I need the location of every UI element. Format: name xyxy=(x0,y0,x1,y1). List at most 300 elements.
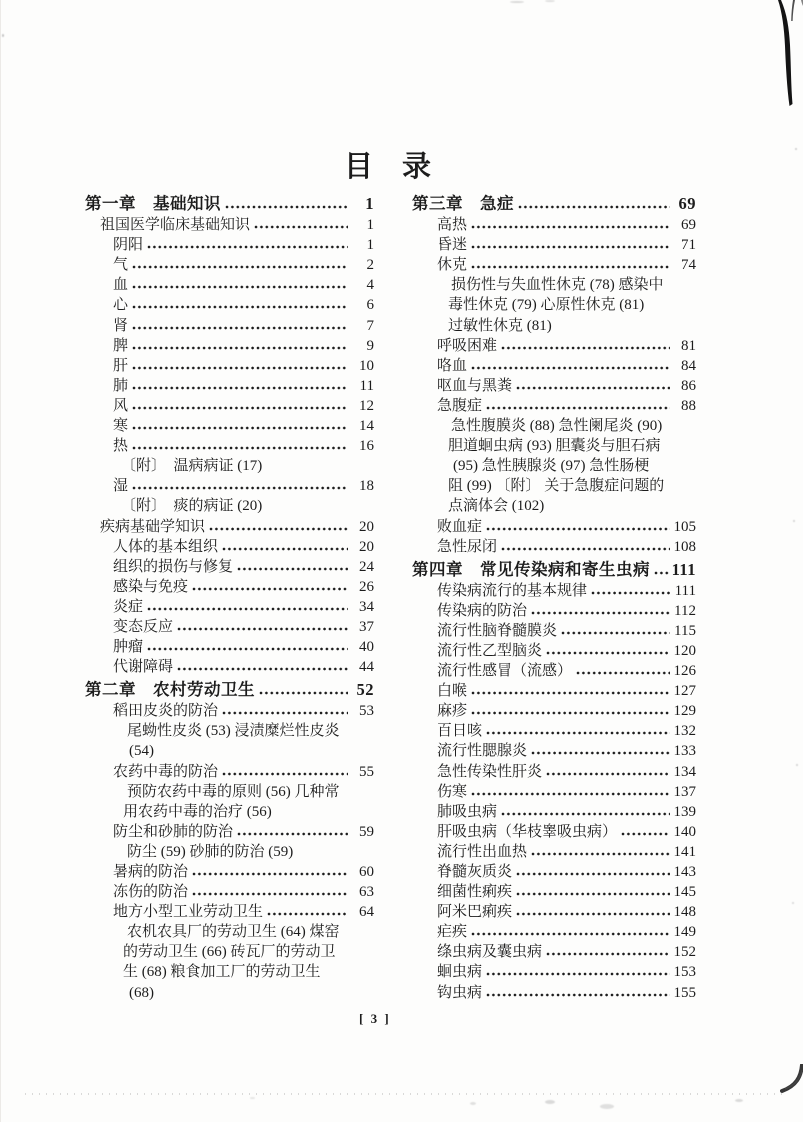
toc-entry-label: 肝 xyxy=(113,357,129,374)
dot-leader xyxy=(209,527,348,531)
scan-crease-mark xyxy=(778,0,803,110)
toc-entry-label: 〔附〕 痰的病证 (20) xyxy=(121,498,263,515)
toc-entry-row xyxy=(113,901,374,921)
toc-entry-row xyxy=(113,274,374,294)
toc-entry-row xyxy=(113,314,374,334)
toc-chapter-row xyxy=(85,679,374,700)
toc-entry-label: 防尘和砂肺的防治 xyxy=(113,823,234,840)
toc-entry-row xyxy=(113,700,374,720)
toc-page-number: 129 xyxy=(673,703,696,720)
toc-page-number: 152 xyxy=(673,944,696,961)
toc-entry-row xyxy=(437,941,696,961)
toc-entry-row xyxy=(437,536,696,556)
scan-noise-speck xyxy=(792,902,794,904)
toc-entry-label: 第四章 常见传染病和寄生虫病 xyxy=(412,559,650,579)
toc-entry-label: 冻伤的防治 xyxy=(113,884,189,901)
toc-page-number: 4 xyxy=(366,277,374,294)
toc-entry-row xyxy=(437,680,696,700)
toc-entry-label: 心 xyxy=(113,297,129,314)
toc-entry-label: 高热 xyxy=(437,217,468,234)
scan-corner-mark xyxy=(780,1064,803,1096)
dot-leader xyxy=(132,285,348,289)
toc-entry-label: 休克 xyxy=(437,257,468,274)
toc-page-number: 26 xyxy=(359,578,374,595)
toc-entry-row xyxy=(113,656,374,676)
toc-page-number: 143 xyxy=(673,864,696,880)
toc-entry-row xyxy=(437,700,696,720)
dot-leader xyxy=(561,631,670,635)
dot-leader xyxy=(471,932,670,936)
toc-entry-label: 湿 xyxy=(113,478,129,495)
toc-entry-label: 的劳动卫生 (66) 砖瓦厂的劳动卫 xyxy=(123,944,336,961)
toc-entry-row xyxy=(437,234,696,254)
dot-leader xyxy=(531,751,670,755)
dot-leader xyxy=(471,245,670,249)
toc-entry-label: 生 (68) 粮食加工厂的劳动卫生 xyxy=(123,964,321,981)
toc-entry-row xyxy=(451,274,696,294)
toc-entry-row xyxy=(113,254,374,274)
toc-entry-label: 第一章 基础知识 xyxy=(85,194,221,213)
toc-page-number: 63 xyxy=(359,884,374,901)
toc-chapter-row xyxy=(85,193,374,214)
toc-page-number: 37 xyxy=(359,618,374,635)
dot-leader xyxy=(177,627,348,631)
footer-page-number: [ 3 ] xyxy=(359,1011,391,1026)
toc-page-number: 140 xyxy=(673,823,696,840)
toc-entry-row xyxy=(437,841,696,861)
dot-leader xyxy=(516,892,670,896)
dot-leader xyxy=(516,912,670,916)
toc-entry-label: 代谢障碍 xyxy=(113,659,174,676)
toc-entry-row xyxy=(123,801,374,821)
toc-page-number: 149 xyxy=(673,924,696,941)
dot-leader xyxy=(531,611,670,615)
dot-leader xyxy=(132,426,348,430)
toc-entry-row xyxy=(437,821,696,841)
toc-page-number: 137 xyxy=(673,783,696,800)
toc-entry-label: 农机农具厂的劳动卫生 (64) 煤窑 xyxy=(127,924,340,941)
toc-entry-row xyxy=(437,580,696,600)
toc-entry-label: 伤寒 xyxy=(437,783,468,800)
toc-entry-row xyxy=(437,921,696,941)
dot-leader xyxy=(192,587,348,591)
toc-entry-label: 血 xyxy=(113,277,129,294)
toc-page-number: 120 xyxy=(673,642,696,659)
toc-page-number: 145 xyxy=(673,884,696,901)
toc-page-number: 81 xyxy=(681,337,696,354)
dot-leader xyxy=(132,265,348,269)
dot-leader xyxy=(132,326,348,330)
toc-entry-label: 肺 xyxy=(113,377,129,394)
scan-noise-speck xyxy=(470,1102,476,1105)
dot-leader xyxy=(591,591,670,595)
toc-page-number: 40 xyxy=(359,639,374,656)
toc-entry-row xyxy=(113,375,374,395)
dot-leader xyxy=(654,571,669,575)
toc-entry-row xyxy=(437,214,696,234)
dot-leader xyxy=(222,547,348,551)
scan-noise-speck xyxy=(545,1100,555,1104)
toc-entry-row xyxy=(129,981,374,1001)
toc-page-number: 155 xyxy=(673,984,696,1001)
dot-leader xyxy=(132,305,348,309)
toc-entry-row xyxy=(437,355,696,375)
toc-entry-label: 炎症 xyxy=(113,598,144,615)
scan-noise-speck xyxy=(796,764,798,766)
toc-page-number: 20 xyxy=(359,538,374,555)
toc-entry-label: 第二章 农村劳动卫生 xyxy=(85,680,255,700)
toc-entry-label: 感染与免疫 xyxy=(113,578,189,595)
dot-leader xyxy=(501,346,670,350)
toc-page-number: 105 xyxy=(673,518,696,535)
dot-leader xyxy=(486,993,670,997)
dot-leader xyxy=(259,691,348,695)
toc-entry-label: 麻疹 xyxy=(437,703,468,720)
toc-entry-row xyxy=(113,395,374,415)
toc-entry-label: 祖国医学临床基础知识 xyxy=(100,217,251,234)
toc-entry-label: 急腹症 xyxy=(437,397,483,414)
scan-noise-band xyxy=(25,1093,787,1095)
toc-entry-label: 流行性腮腺炎 xyxy=(437,743,528,760)
toc-entry-row xyxy=(127,720,374,740)
dot-leader xyxy=(546,651,670,655)
toc-entry-row xyxy=(113,821,374,841)
toc-page-number: 9 xyxy=(366,337,374,354)
toc-page-number: 53 xyxy=(359,703,374,720)
dot-leader xyxy=(546,772,670,776)
dot-leader xyxy=(576,671,670,675)
toc-entry-label: 呕血与黑粪 xyxy=(437,377,513,394)
toc-page-number: 12 xyxy=(359,397,374,414)
toc-entry-row xyxy=(113,415,374,435)
dot-leader xyxy=(516,872,670,876)
toc-entry-label: 传染病的防治 xyxy=(437,602,528,619)
dot-leader xyxy=(147,607,348,611)
scan-noise-speck xyxy=(510,1,524,3)
toc-entry-row xyxy=(437,254,696,274)
toc-entry-label: 暑病的防治 xyxy=(113,864,189,880)
toc-page-number: 139 xyxy=(673,803,696,820)
toc-entry-label: 农药中毒的防治 xyxy=(113,763,219,780)
dot-leader xyxy=(486,527,670,531)
toc-entry-row xyxy=(113,294,374,314)
toc-entry-label: 疟疾 xyxy=(437,924,468,941)
dot-leader xyxy=(531,852,670,856)
dot-leader xyxy=(192,872,348,876)
toc-entry-row xyxy=(437,660,696,680)
dot-leader xyxy=(132,446,348,450)
dot-leader xyxy=(546,952,670,956)
toc-entry-row xyxy=(113,616,374,636)
dot-leader xyxy=(147,647,348,651)
toc-column-left xyxy=(85,193,374,1002)
toc-page-number: 69 xyxy=(678,194,696,213)
toc-chapter-row xyxy=(412,193,696,214)
toc-entry-row xyxy=(127,781,374,801)
toc-entry-row xyxy=(448,314,696,334)
toc-page-number: 148 xyxy=(673,904,696,921)
scan-noise-speck xyxy=(545,0,555,2)
dot-leader xyxy=(486,972,670,976)
toc-entry-row xyxy=(113,536,374,556)
toc-page-number: 111 xyxy=(674,582,696,599)
dot-leader xyxy=(177,667,348,671)
toc-entry-row xyxy=(448,475,696,495)
dot-leader xyxy=(486,406,670,410)
toc-page-number: 59 xyxy=(359,823,374,840)
toc-entry-label: (54) xyxy=(129,743,154,760)
toc-page-number: 153 xyxy=(673,964,696,981)
toc-page-number: 7 xyxy=(366,317,374,334)
toc-entry-label: 过敏性休克 (81) xyxy=(448,317,552,334)
toc-page-number: 55 xyxy=(359,763,374,780)
dot-leader xyxy=(486,731,670,735)
toc-entry-label: 变态反应 xyxy=(113,618,174,635)
toc-entry-label: 蛔虫病 xyxy=(437,964,483,981)
toc-page-number: 1 xyxy=(366,217,374,234)
toc-entry-row xyxy=(448,294,696,314)
toc-page-number: 52 xyxy=(356,680,374,700)
toc-entry-label: 百日咳 xyxy=(437,723,483,740)
dot-leader xyxy=(471,792,670,796)
dot-leader xyxy=(132,386,348,390)
toc-entry-row xyxy=(113,556,374,576)
dot-leader xyxy=(471,691,670,695)
toc-chapter-row xyxy=(412,559,696,580)
toc-entry-label: (95) 急性胰腺炎 (97) 急性肠梗 xyxy=(453,458,650,475)
toc-page-number: 11 xyxy=(359,377,374,394)
toc-entry-row xyxy=(113,596,374,616)
toc-entry-row xyxy=(121,495,374,515)
toc-entry-label: 尾蚴性皮炎 (53) 浸渍糜烂性皮炎 xyxy=(127,723,340,740)
toc-entry-row xyxy=(437,640,696,660)
toc-entry-label: 流行性出血热 xyxy=(437,843,528,860)
toc-entry-row xyxy=(453,455,696,475)
toc-entry-label: 损伤性与失血性休克 (78) 感染中 xyxy=(451,277,664,294)
toc-entry-row xyxy=(113,881,374,901)
dot-leader xyxy=(225,205,348,209)
toc-entry-row xyxy=(437,901,696,921)
scan-noise-speck xyxy=(735,1099,743,1102)
toc-entry-label: 地方小型工业劳动卫生 xyxy=(113,904,264,921)
toc-page-number: 1 xyxy=(366,237,374,254)
toc-entry-label: 肿瘤 xyxy=(113,639,144,656)
toc-entry-row xyxy=(437,335,696,355)
toc-page-number: 1 xyxy=(365,194,374,213)
dot-leader xyxy=(471,225,670,229)
toc-page-number: 24 xyxy=(359,558,374,575)
toc-entry-row xyxy=(437,720,696,740)
toc-entry-row xyxy=(113,234,374,254)
toc-entry-row xyxy=(113,576,374,596)
toc-entry-row xyxy=(100,515,374,535)
toc-page-number: 115 xyxy=(674,622,696,639)
toc-page-number: 74 xyxy=(681,257,696,274)
toc-entry-label: 毒性休克 (79) 心原性休克 (81) xyxy=(448,297,645,314)
toc-entry-row xyxy=(113,760,374,780)
toc-entry-label: 绦虫病及囊虫病 xyxy=(437,944,543,961)
toc-entry-row xyxy=(113,335,374,355)
toc-entry-label: 白喉 xyxy=(437,683,468,700)
scan-noise-speck xyxy=(2,34,4,37)
toc-entry-label: 风 xyxy=(113,397,129,414)
toc-page-number: 6 xyxy=(366,297,374,314)
toc-page-number: 64 xyxy=(359,904,374,921)
scan-noise-speck xyxy=(795,148,797,150)
toc-entry-row xyxy=(451,415,696,435)
dot-leader xyxy=(237,567,348,571)
toc-entry-label: 急性腹膜炎 (88) 急性阑尾炎 (90) xyxy=(451,418,663,435)
toc-page-number: 10 xyxy=(359,357,374,374)
toc-page-number: 20 xyxy=(359,518,374,535)
toc-entry-label: 胆道蛔虫病 (93) 胆囊炎与胆石病 xyxy=(448,438,661,455)
toc-page-number: 133 xyxy=(673,743,696,760)
toc-entry-row xyxy=(437,760,696,780)
toc-page-number: 44 xyxy=(359,659,374,676)
toc-entry-label: 稻田皮炎的防治 xyxy=(113,703,219,720)
toc-entry-row xyxy=(448,495,696,515)
toc-entry-row xyxy=(100,214,374,234)
scan-edge-line xyxy=(0,0,1,1122)
dot-leader xyxy=(132,406,348,410)
toc-entry-label: 阻 (99) 〔附〕 关于急腹症问题的 xyxy=(448,478,665,495)
toc-entry-label: 第三章 急症 xyxy=(412,194,514,213)
dot-leader xyxy=(254,225,348,229)
dot-leader xyxy=(518,205,670,209)
toc-entry-label: 脊髓灰质炎 xyxy=(437,864,513,880)
toc-entry-label: 阿米巴痢疾 xyxy=(437,904,513,921)
toc-entry-label: 〔附〕 温病病证 (17) xyxy=(121,458,263,475)
page-title: 目 录 xyxy=(344,151,432,183)
toc-entry-label: 防尘 (59) 砂肺的防治 (59) xyxy=(127,843,294,860)
toc-entry-row xyxy=(448,435,696,455)
scan-noise-speck xyxy=(600,1104,614,1109)
toc-entry-row xyxy=(437,740,696,760)
toc-entry-label: 急性传染性肝炎 xyxy=(437,763,543,780)
toc-page-number: 18 xyxy=(359,478,374,495)
toc-entry-row xyxy=(437,600,696,620)
toc-entry-row xyxy=(437,801,696,821)
toc-entry-label: 昏迷 xyxy=(437,237,468,254)
dot-leader xyxy=(147,245,348,249)
dot-leader xyxy=(501,812,670,816)
toc-page-number: 141 xyxy=(673,843,696,860)
toc-page-number: 14 xyxy=(359,418,374,435)
toc-entry-row xyxy=(437,620,696,640)
toc-page-number: 88 xyxy=(681,397,696,414)
dot-leader xyxy=(471,265,670,269)
toc-entry-label: 细菌性痢疾 xyxy=(437,884,513,901)
toc-entry-label: 点滴体会 (102) xyxy=(448,498,545,515)
toc-page-number: 127 xyxy=(673,683,696,700)
toc-entry-row xyxy=(113,355,374,375)
toc-page-number: 71 xyxy=(681,237,696,254)
toc-entry-label: 组织的损伤与修复 xyxy=(113,558,234,575)
toc-entry-label: 肝吸虫病（华枝睾吸虫病） xyxy=(437,823,618,840)
toc-entry-row xyxy=(127,841,374,861)
toc-page-number: 108 xyxy=(673,538,696,555)
dot-leader xyxy=(132,366,348,370)
toc-entry-label: 流行性脑脊髓膜炎 xyxy=(437,622,558,639)
dot-leader xyxy=(471,711,670,715)
toc-entry-row xyxy=(437,515,696,535)
toc-page-number: 126 xyxy=(673,663,696,680)
toc-entry-row xyxy=(123,941,374,961)
toc-entry-row xyxy=(437,981,696,1001)
scan-noise-speck xyxy=(793,520,795,522)
toc-entry-label: 疾病基础学知识 xyxy=(100,518,206,535)
toc-column-right xyxy=(412,193,696,1002)
toc-entry-label: 预防农药中毒的原则 (56) 几种常 xyxy=(127,783,340,800)
toc-entry-label: 人体的基本组织 xyxy=(113,538,219,555)
toc-page-number: 16 xyxy=(359,438,374,455)
toc-page-number: 34 xyxy=(359,598,374,615)
dot-leader xyxy=(267,912,348,916)
toc-page-number: 86 xyxy=(681,377,696,394)
dot-leader xyxy=(501,547,670,551)
toc-entry-label: 脾 xyxy=(113,337,129,354)
toc-entry-row xyxy=(121,455,374,475)
toc-entry-row xyxy=(127,921,374,941)
toc-page-number: 132 xyxy=(673,723,696,740)
toc-entry-label: 肺吸虫病 xyxy=(437,803,498,820)
toc-entry-row xyxy=(437,861,696,881)
dot-leader xyxy=(222,711,348,715)
toc-entry-label: 败血症 xyxy=(437,518,483,535)
dot-leader xyxy=(132,486,348,490)
toc-entry-label: 传染病流行的基本规律 xyxy=(437,582,588,599)
toc-page-number: 84 xyxy=(681,357,696,374)
toc-entry-row xyxy=(123,961,374,981)
dot-leader xyxy=(237,832,348,836)
toc-entry-label: 钩虫病 xyxy=(437,984,483,1001)
toc-entry-label: 呼吸困难 xyxy=(437,337,498,354)
toc-page-number: 112 xyxy=(674,602,696,619)
toc-page-number: 111 xyxy=(671,559,696,579)
toc-page-number: 69 xyxy=(681,217,696,234)
toc-entry-row xyxy=(437,961,696,981)
toc-entry-label: 急性尿闭 xyxy=(437,538,498,555)
toc-page-number: 2 xyxy=(366,257,374,274)
scan-noise-speck xyxy=(250,1097,255,1099)
toc-entry-label: 流行性感冒（流感） xyxy=(437,663,573,680)
toc-entry-row xyxy=(113,435,374,455)
dot-leader xyxy=(132,346,348,350)
toc-entry-label: 热 xyxy=(113,438,129,455)
toc-entry-label: 寒 xyxy=(113,418,129,435)
dot-leader xyxy=(222,772,348,776)
toc-entry-label: (68) xyxy=(129,984,154,1001)
dot-leader xyxy=(621,832,670,836)
toc-entry-row xyxy=(437,375,696,395)
toc-entry-row xyxy=(113,636,374,656)
toc-entry-row xyxy=(437,781,696,801)
toc-entry-row xyxy=(113,861,374,881)
toc-entry-label: 肾 xyxy=(113,317,129,334)
toc-entry-label: 流行性乙型脑炎 xyxy=(437,642,543,659)
dot-leader xyxy=(192,892,348,896)
toc-entry-row xyxy=(437,395,696,415)
toc-entry-row xyxy=(129,740,374,760)
toc-page-number: 134 xyxy=(673,763,696,780)
toc-entry-label: 咯血 xyxy=(437,357,468,374)
dot-leader xyxy=(471,366,670,370)
toc-entry-row xyxy=(113,475,374,495)
toc-entry-label: 用农药中毒的治疗 (56) xyxy=(123,803,272,820)
toc-entry-label: 阴阳 xyxy=(113,237,144,254)
toc-page-number: 60 xyxy=(359,864,374,880)
toc-entry-label: 气 xyxy=(113,257,129,274)
